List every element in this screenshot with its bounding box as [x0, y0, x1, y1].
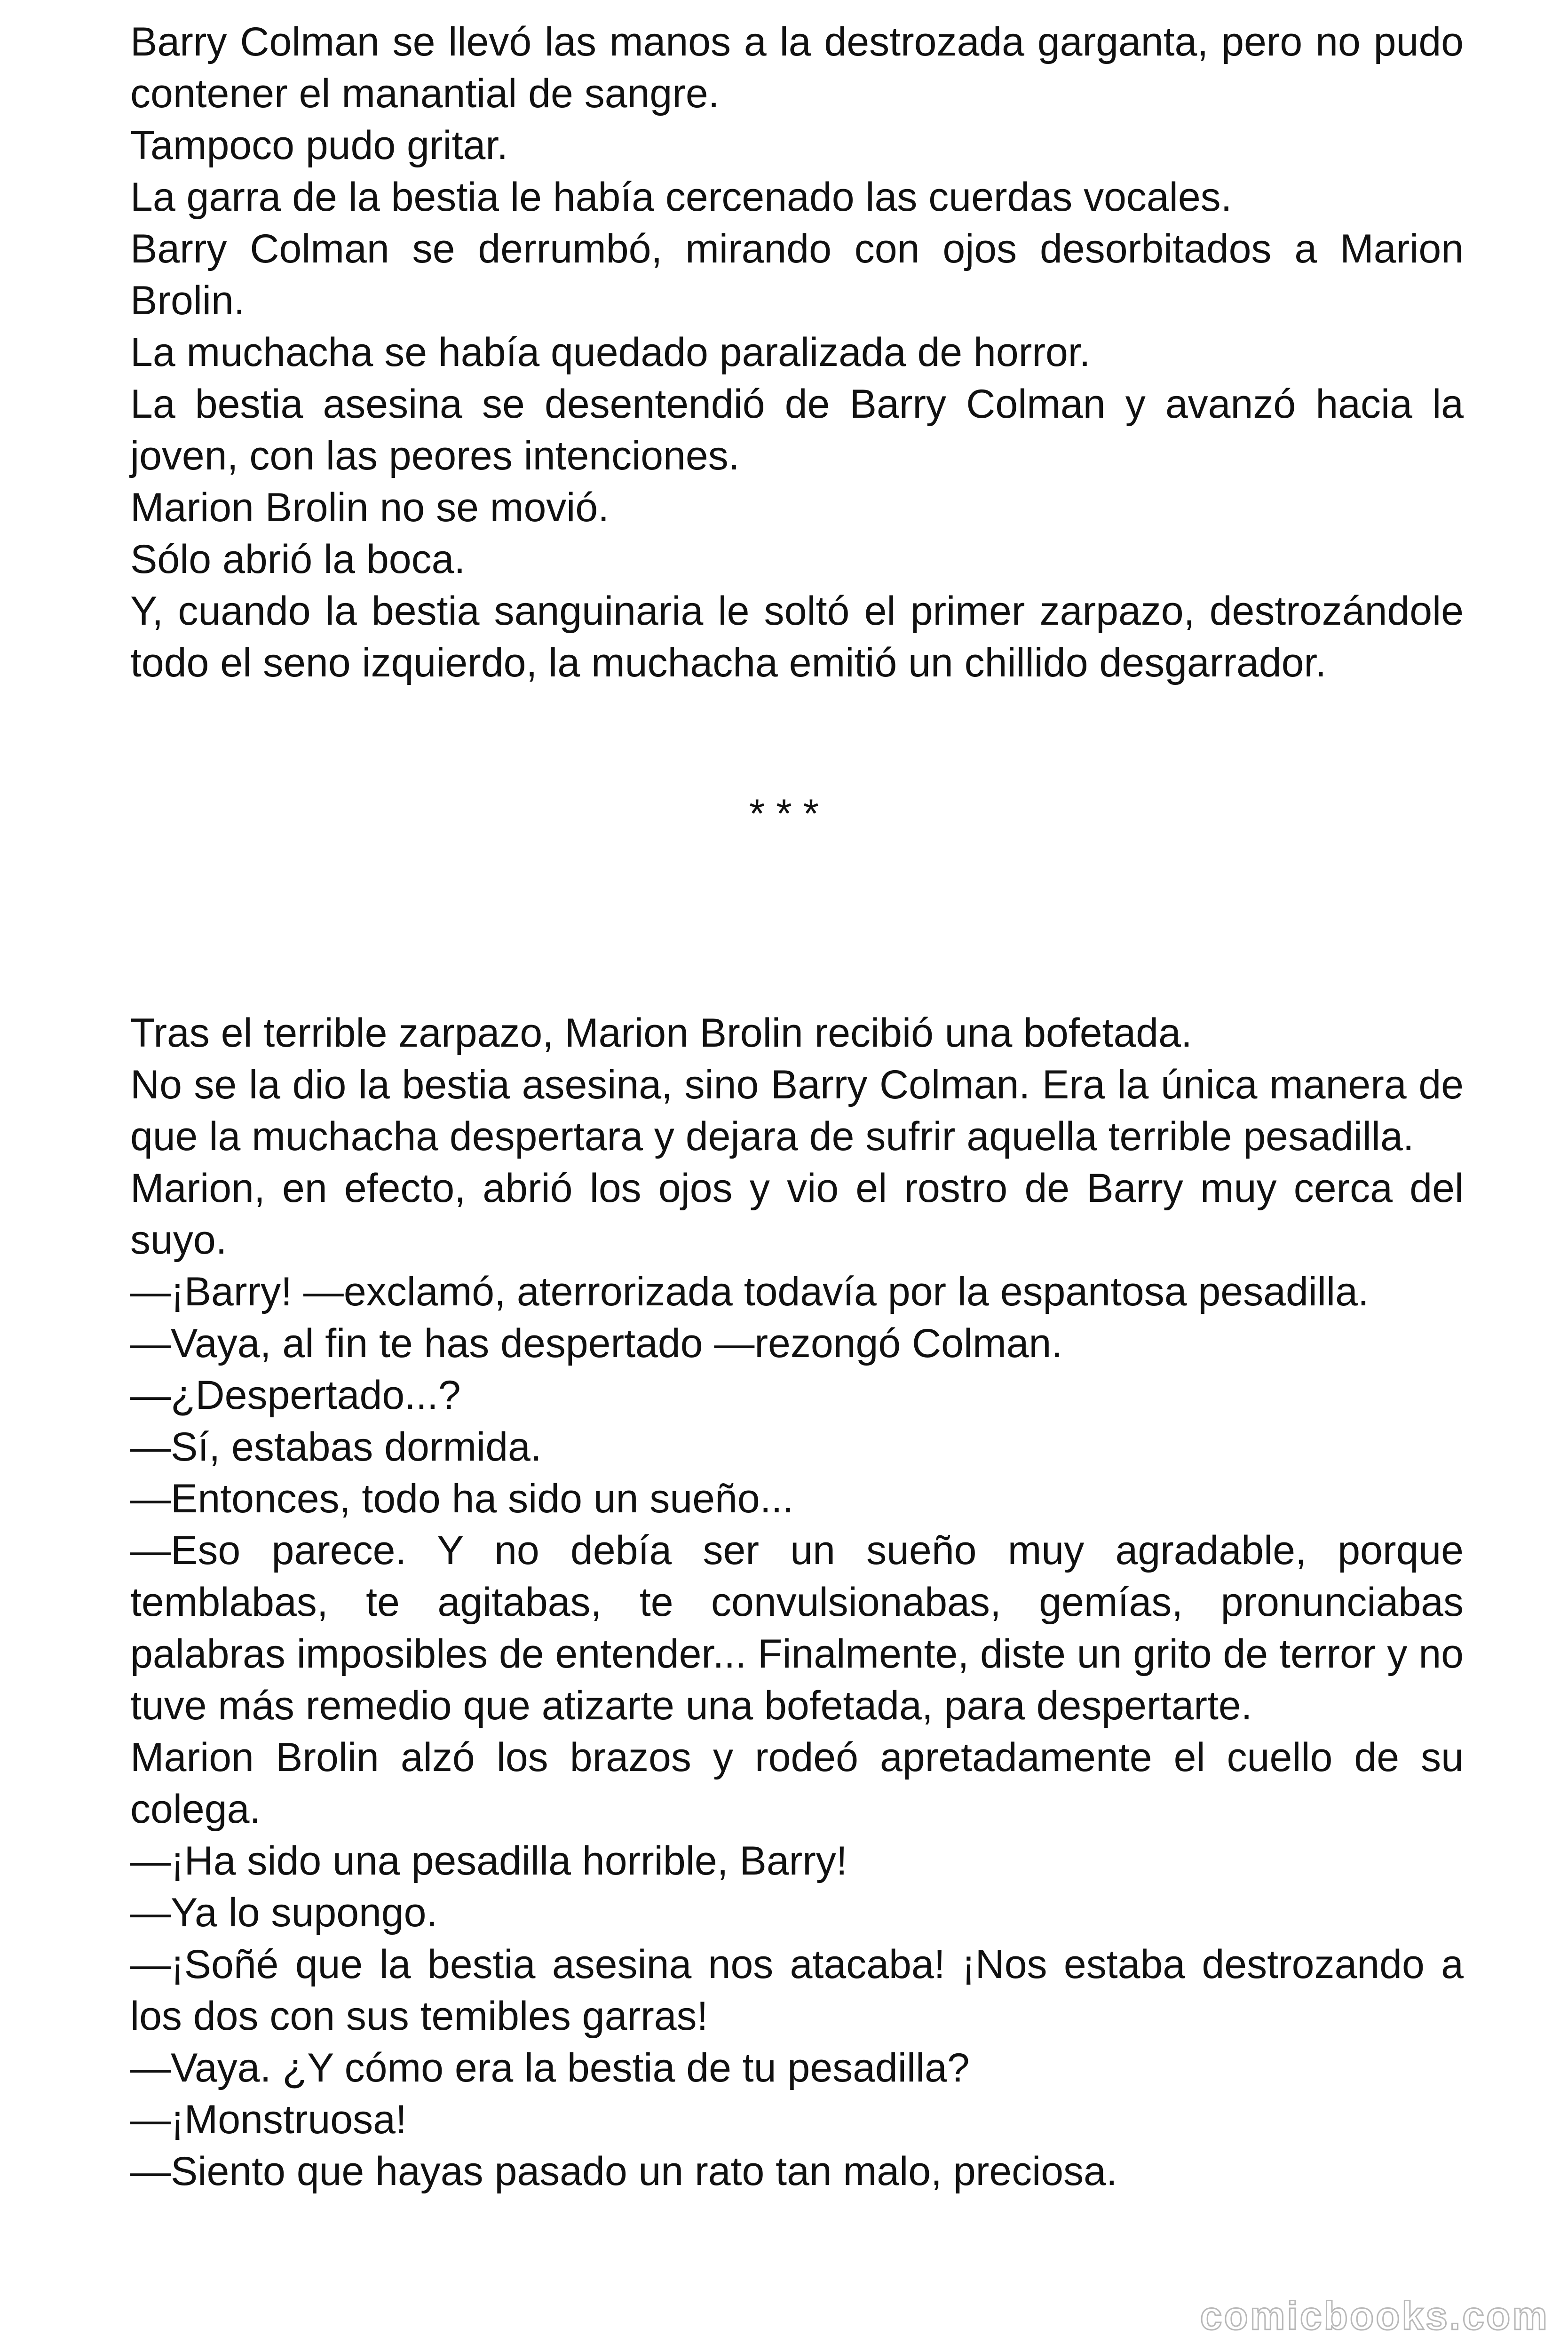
paragraph: La muchacha se había quedado paralizada de horror. — [130, 330, 1091, 375]
paragraph: —¡Monstruosa! — [130, 2097, 407, 2142]
paragraph: No se la dio la bestia asesina, sino Barry Colman. Era la única manera de que la muchacha despertara y dejara de sufrir aquella terrible pesadilla. — [130, 1062, 1464, 1159]
paragraph: —Vaya, al fin te has despertado —rezongó Colman. — [130, 1321, 1063, 1366]
text-block-bottom — [130, 1007, 1464, 2197]
paragraph: Tampoco pudo gritar. — [130, 123, 508, 168]
paragraph: —Sí, estabas dormida. — [130, 1424, 542, 1470]
paragraph: La bestia asesina se desentendió de Barry Colman y avanzó hacia la joven, con las peores intenciones. — [130, 381, 1464, 478]
paragraph: Barry Colman se llevó las manos a la destrozada garganta, pero no pudo contener el manantial de sangre. — [130, 19, 1464, 116]
section-separator: * * * — [749, 791, 819, 836]
paragraph: Sólo abrió la boca. — [130, 537, 466, 582]
paragraph: —Siento que hayas pasado un rato tan malo, preciosa. — [130, 2149, 1117, 2194]
paragraph: Y, cuando la bestia sanguinaria le soltó el primer zarpazo, destrozándole todo el seno izquierdo, la muchacha emitió un chillido desgarrador. — [130, 588, 1464, 685]
paragraph: Marion Brolin no se movió. — [130, 485, 610, 530]
paragraph: Marion, en efecto, abrió los ojos y vio el rostro de Barry muy cerca del suyo. — [130, 1166, 1464, 1263]
paragraph: La garra de la bestia le había cercenado las cuerdas vocales. — [130, 175, 1232, 220]
text-block-top — [130, 16, 1464, 689]
paragraph: —Vaya. ¿Y cómo era la bestia de tu pesadilla? — [130, 2045, 970, 2090]
paragraph: —Ya lo supongo. — [130, 1890, 438, 1935]
paragraph: —¡Soñé que la bestia asesina nos atacaba! ¡Nos estaba destrozando a los dos con sus temibles garras! — [130, 1942, 1464, 2039]
paragraph: Barry Colman se derrumbó, mirando con ojos desorbitados a Marion Brolin. — [130, 226, 1464, 323]
paragraph: Marion Brolin alzó los brazos y rodeó apretadamente el cuello de su colega. — [130, 1735, 1464, 1832]
paragraph: —Eso parece. Y no debía ser un sueño muy agradable, porque temblabas, te agitabas, te convulsionabas, gemías, pronunciabas palabras imposibles de entender... Finalmente, diste un grito de terror y no tuve más remedio que atizarte una bofetada, para despertarte. — [130, 1528, 1464, 1728]
paragraph: Tras el terrible zarpazo, Marion Brolin recibió una bofetada. — [130, 1010, 1192, 1056]
paragraph: —Entonces, todo ha sido un sueño... — [130, 1476, 794, 1521]
watermark: comicbooks.com — [1200, 2294, 1549, 2338]
paragraph: —¡Ha sido una pesadilla horrible, Barry! — [130, 1838, 847, 1883]
paragraph: —¡Barry! —exclamó, aterrorizada todavía por la espantosa pesadilla. — [130, 1269, 1369, 1314]
paragraph: —¿Despertado...? — [130, 1373, 461, 1418]
